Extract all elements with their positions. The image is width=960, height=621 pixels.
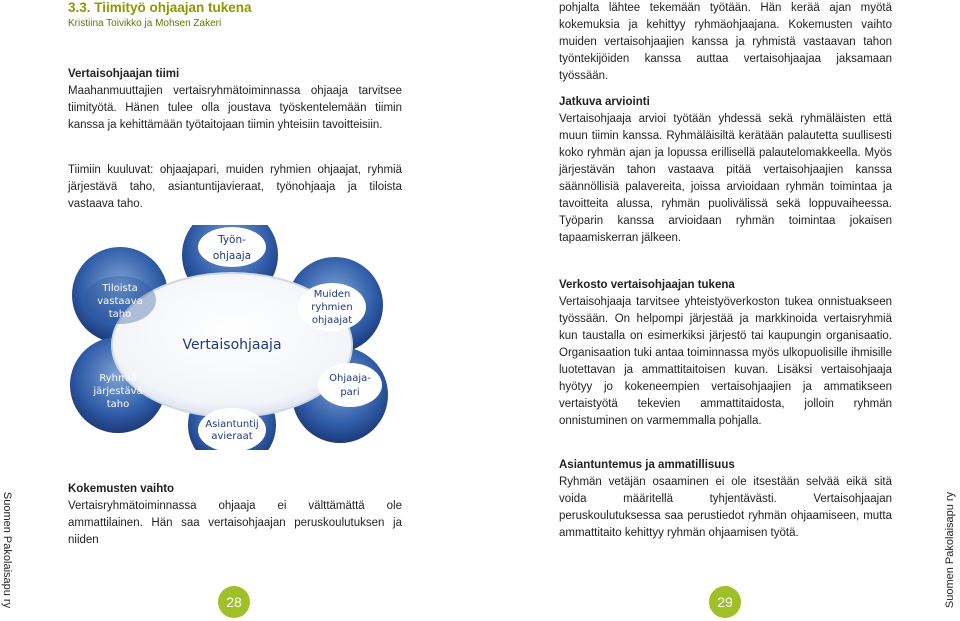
label-muiden: Muiden [313,289,351,300]
network-text: Vertaisohjaaja tarvitsee yhteistyöverkoston tukea onnistuakseen työssään. On helpompi järjestää ja markkinoida vertaisryhmiä kun taustalla on esimerkiksi järjestö tai kaupungin organisaatio. Organisaation tuki antaa toiminnassa myös ulkopuolisille ihmisille luotettavan ja ammattitaitoisen kuvan. Lisäksi vertaisohjaaja hyötyy jo kokeneempien vertaisohjaajien ja ammatikseen vertaistyötä tekevien ammattitaidosta, jolloin ryhmän onnistuminen on varmemmalla pohjalla. [559,296,892,427]
label-taho-1: taho [108,309,132,320]
page-number-left: 28 [218,586,250,618]
label-tyon: Työn- [218,234,246,246]
exchange-section [68,481,402,549]
team-text: Maahanmuuttajien vertaisryhmätoiminnassa ohjaaja tarvitsee tiimityötä. Hänen tulee olla joustava työskentelemään tiimin kanssa ja kehittämään työtaitojaan tiimin yhteisiin tavoitteisiin. [68,85,402,131]
evaluation-section [559,94,892,247]
label-taho-2: taho [106,399,130,410]
continuation-text: pohjalta lähtee tekemään työtään. Hän kerää ajan myötä kokemuksia ja kehittyy ryhmäohjaajana. Kokemusten vaihto muiden vertaisohjaajien kanssa ja ryhmistä vastaavan tahon työntekijöiden kanssa auttaa vertaisohjaajaa jaksamaan työssään. [559,2,892,82]
label-ohjaaja: ohjaaja [212,250,252,262]
exchange-text: Vertaisryhmätoiminnassa ohjaaja ei välttämättä ole ammattilainen. Hän saa vertaisohjaajan peruskoulutuksen ja niiden [68,500,402,546]
expertise-section [559,457,892,542]
center-label: Vertaisohjaaja [182,337,282,353]
evaluation-text: Vertaisohjaaja arvioi työtään yhdessä sekä ryhmäläisten että muun tiimin kanssa. Ryhmäläisiltä kerätään palautetta suullisesti koko ryhmän ajan ja lopussa erillisellä palautelomakkeella. Myös järjestävän tahon vastaava pitää vertaisohjaajien kanssa säännöllisiä palavereita, joissa arvioidaan ryhmän toimintaa ja tavoitteita alussa, ryhmän puolivälissä sekä loppuvaiheessa. Työparin kanssa arvioidaan ryhmän toimintaa jokaisen tapaamiskerran jälkeen. [559,113,892,244]
network-section [559,277,892,430]
section-title: 3.3. Tiimityö ohjaajan tukena [68,0,252,15]
team-diagram [60,225,405,450]
side-text-right: Suomen Pakolaisapu ry [944,491,957,609]
label-ohjaaja-pari-1: Ohjaaja- [329,373,371,384]
label-ryhmien: ryhmien [311,302,353,313]
exchange-heading: Kokemusten vaihto [68,483,175,495]
label-jarjestava: järjestävä [93,386,143,397]
network-heading: Verkosto vertaisohjaajan tukena [559,279,735,291]
team-heading: Vertaisohjaajan tiimi [68,68,180,80]
label-ohjaaja-pari-2: pari [340,387,360,398]
label-ohjaajat: ohjaajat [311,315,353,326]
side-text-left: Suomen Pakolaisapu ry [1,491,14,609]
label-ryhmia: Ryhmiä [99,373,137,384]
evaluation-heading: Jatkuva arviointi [559,96,650,108]
label-tiloista: Tiloista [102,283,138,294]
expertise-text: Ryhmän vetäjän osaaminen ei ole itsestään selvää eikä sitä voida määritellä tyhjentävästi. Vertaisohjaajan peruskoulutuksessa saa perustiedot ryhmän ohjaamiseen, mutta ammattitaito kehittyy ryhmän ohjaamisen työtä. [559,476,892,539]
page-number-right: 29 [709,586,741,618]
label-avieraat: avieraat [211,431,253,442]
team-section [68,66,402,134]
authors: Kristiina Toivikko ja Mohsen Zakeri [68,18,222,29]
expertise-heading: Asiantuntemus ja ammatillisuus [559,459,735,471]
label-vastaava: vastaava [97,296,143,307]
label-asiantuntij: Asiantuntij [205,419,259,430]
team-members-text: Tiimiin kuuluvat: ohjaajapari, muiden ryhmien ohjaajat, ryhmiä järjestävä taho, asiantuntijavieraat, työnohjaaja ja tiloista vastaava taho. [68,164,402,210]
